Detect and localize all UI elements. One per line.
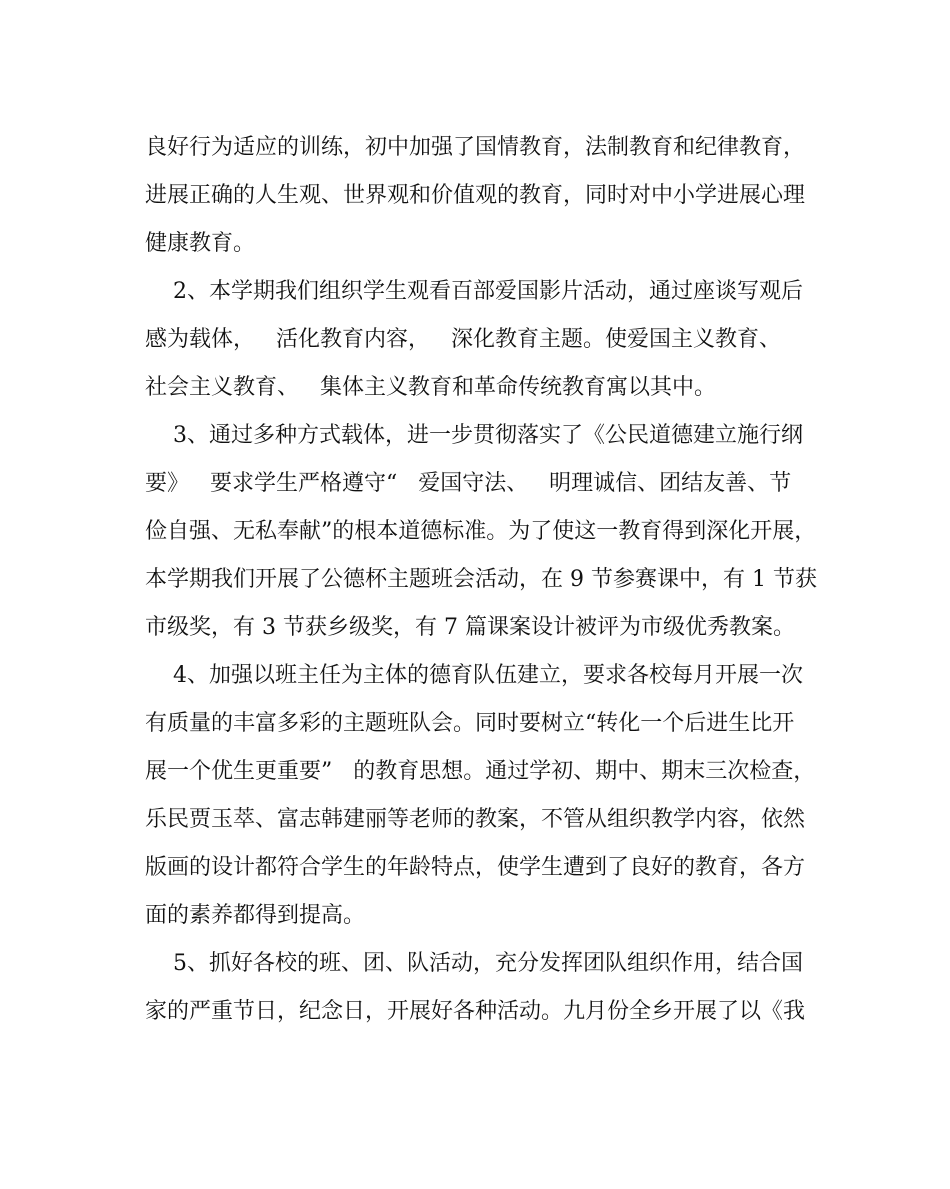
paragraph-3-line-2: 要》 要求学生严格遵守“ 爱国守法、 明理诚信、团结友善、节 [145,471,792,496]
paragraph-4-line-1: 4、加强以班主任为主体的德育队伍建立，要求各校每月开展一次 [145,663,803,688]
paragraph-3-line-3: 俭自强、无私奉献”的根本道德标准。为了使这一教育得到深化开展， [145,519,817,544]
paragraph-1-line-1: 良好行为适应的训练，初中加强了国情教育，法制教育和纪律教育， [145,135,806,160]
paragraph-1-line-3: 健康教育。 [145,231,256,256]
paragraph-3-line-5: 市级奖，有 3 节获乡级奖，有 7 篇课案设计被评为市级优秀教案。 [145,615,795,640]
paragraph-3-line-4: 本学期我们开展了公德杯主题班会活动，在 9 节参赛课中，有 1 节获 [145,567,817,592]
paragraph-4-line-3: 展一个优生更重要” 的教育思想。通过学初、期中、期末三次检查， [145,759,816,784]
paragraph-2-line-1: 2、本学期我们组织学生观看百部爱国影片活动，通过座谈写观后 [145,279,803,304]
paragraph-5-line-2: 家的严重节日，纪念日，开展好各种活动。九月份全乡开展了以《我 [145,999,806,1024]
paragraph-1-line-2: 进展正确的人生观、世界观和价值观的教育，同时对中小学进展心理 [145,183,806,208]
paragraph-4-line-4: 乐民贾玉萃、富志韩建丽等老师的教案，不管从组织教学内容，依然 [145,807,806,832]
paragraph-5-line-1: 5、抓好各校的班、团、队活动，充分发挥团队组织作用，结合国 [145,951,803,976]
paragraph-3-line-1: 3、通过多种方式载体，进一步贯彻落实了《公民道德建立施行纲 [145,423,803,448]
paragraph-4-line-6: 面的素养都得到提高。 [145,903,366,928]
paragraph-2-line-2: 感为载体， 活化教育内容， 深化教育主题。使爱国主义教育、 [145,327,781,352]
paragraph-4-line-5: 版画的设计都符合学生的年龄特点，使学生遭到了良好的教育，各方 [145,855,806,880]
paragraph-4-line-2: 有质量的丰富多彩的主题班队会。同时要树立“转化一个后进生比开 [145,711,795,736]
paragraph-2-line-3: 社会主义教育、 集体主义教育和革命传统教育寓以其中。 [145,375,716,400]
